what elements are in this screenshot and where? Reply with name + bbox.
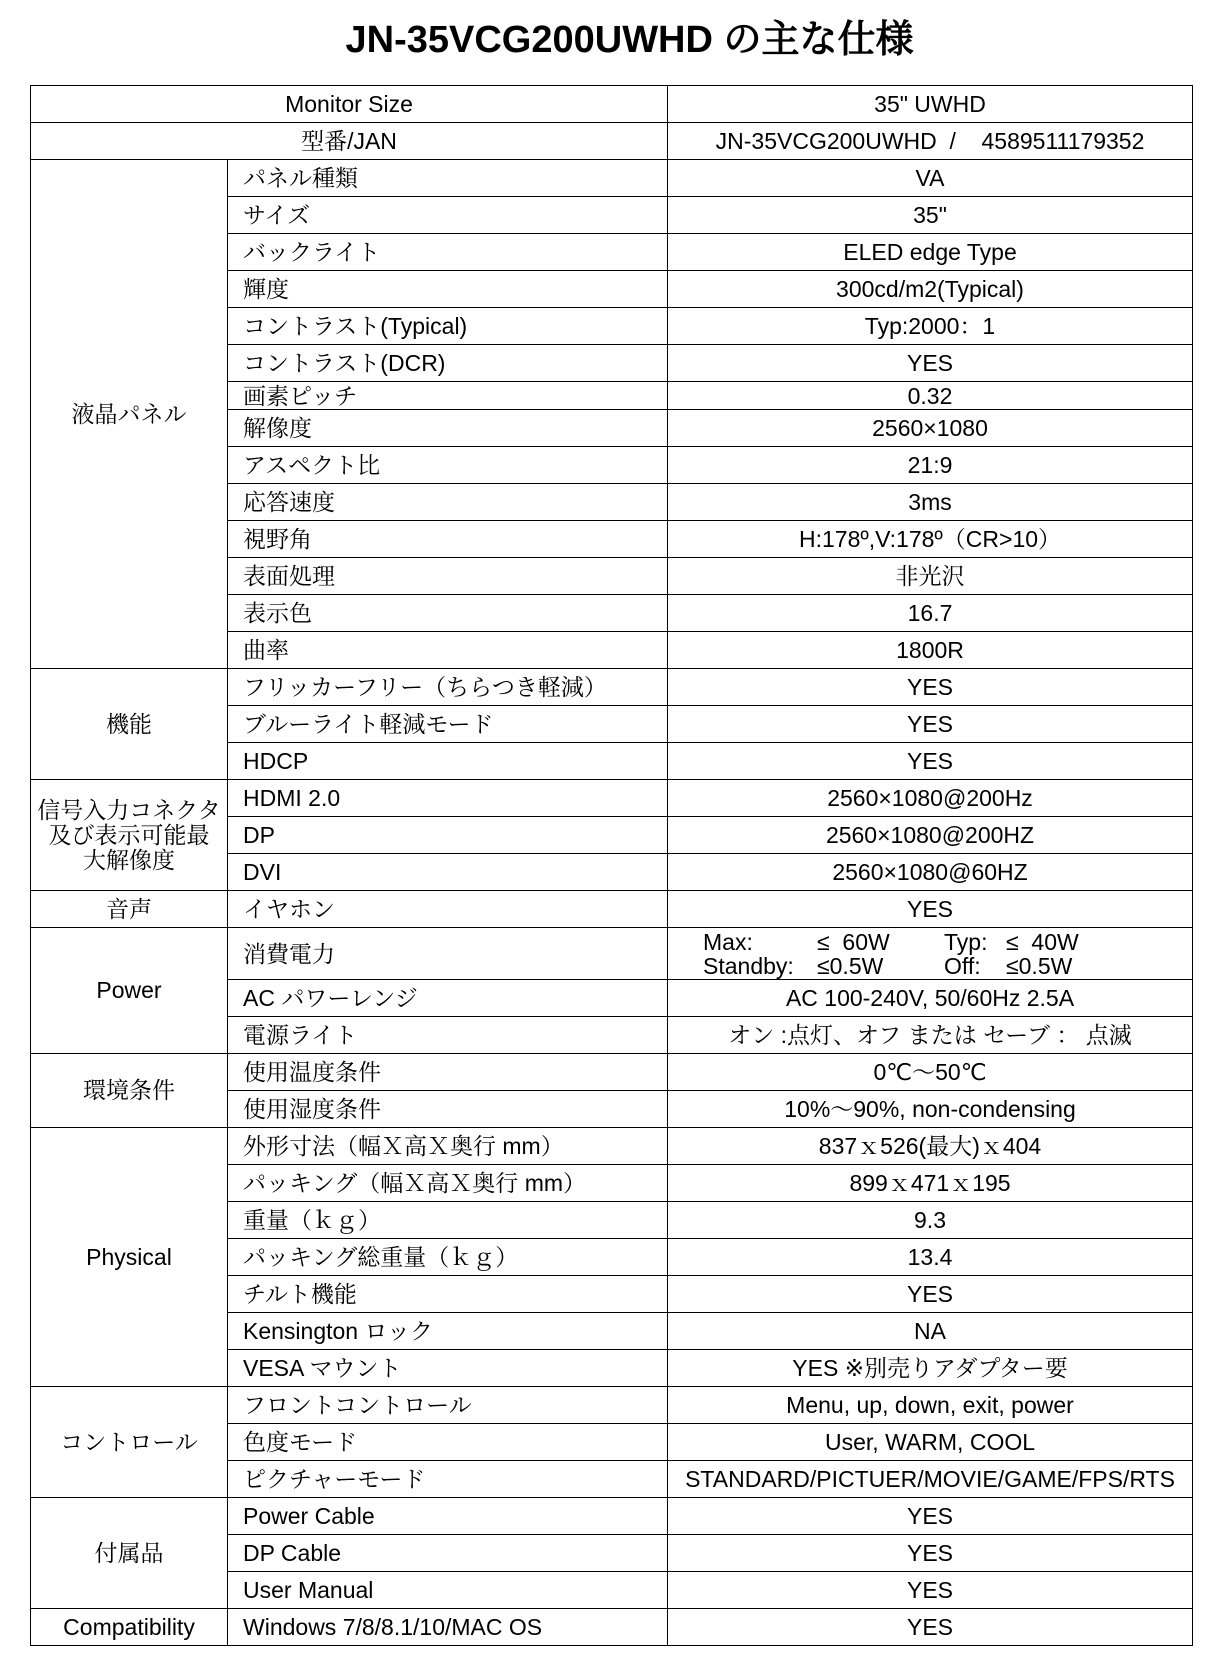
power-off-value: ≤0.5W bbox=[1006, 952, 1073, 979]
group-label-line: 付属品 bbox=[94, 1539, 164, 1566]
hdcp-label: HDCP bbox=[228, 743, 668, 780]
power-typ-label: Typ: bbox=[944, 928, 988, 955]
surface-treatment-label: 表面処理 bbox=[228, 558, 668, 595]
group-label-line: Physical bbox=[86, 1243, 172, 1270]
power-led-label: 電源ライト bbox=[228, 1017, 668, 1054]
response-time-value: 3ms bbox=[668, 484, 1193, 521]
viewing-angle-value: H:178º,V:178º（CR>10） bbox=[668, 521, 1193, 558]
group-label-controls bbox=[31, 1387, 228, 1498]
tilt-value: YES bbox=[668, 1276, 1193, 1313]
packing-dimensions-value: 899ｘ471ｘ195 bbox=[668, 1165, 1193, 1202]
spec-row-operating-temperature bbox=[31, 1054, 1193, 1091]
group-label-line: コントロール bbox=[60, 1428, 198, 1455]
contrast-dcr-label: コントラスト(DCR) bbox=[228, 345, 668, 382]
packing-weight-label: パッキング総重量（ｋｇ） bbox=[228, 1239, 668, 1276]
resolution-value: 2560×1080 bbox=[668, 410, 1193, 447]
operating-humidity-label: 使用湿度条件 bbox=[228, 1091, 668, 1128]
spec-row-hdmi bbox=[31, 780, 1193, 817]
power-max-value: ≤ 60W bbox=[817, 928, 890, 955]
contrast-typical-value: Typ:2000：1 bbox=[668, 308, 1193, 345]
color-mode-value: User, WARM, COOL bbox=[668, 1424, 1193, 1461]
dp-cable-value: YES bbox=[668, 1535, 1193, 1572]
ac-power-range-label: AC パワーレンジ bbox=[228, 980, 668, 1017]
flicker-free-label: フリッカーフリー（ちらつき軽減） bbox=[228, 669, 668, 706]
tilt-label: チルト機能 bbox=[228, 1276, 668, 1313]
displayport-value: 2560×1080@200HZ bbox=[668, 817, 1193, 854]
aspect-ratio-label: アスペクト比 bbox=[228, 447, 668, 484]
operating-humidity-value: 10%～90%, non-condensing bbox=[668, 1091, 1193, 1128]
flicker-free-value: YES bbox=[668, 669, 1193, 706]
panel-type-value: VA bbox=[668, 160, 1193, 197]
power-typ-value: ≤ 40W bbox=[1006, 928, 1079, 955]
power-led-value: オン :点灯、オフ または セーブ ： 点滅 bbox=[668, 1017, 1193, 1054]
user-manual-value: YES bbox=[668, 1572, 1193, 1609]
earphone-value: YES bbox=[668, 891, 1193, 928]
kensington-lock-label: Kensington ロック bbox=[228, 1313, 668, 1350]
front-control-label: フロントコントロール bbox=[228, 1387, 668, 1424]
brightness-label: 輝度 bbox=[228, 271, 668, 308]
spec-row-front-control bbox=[31, 1387, 1193, 1424]
surface-treatment-value: 非光沢 bbox=[668, 558, 1193, 595]
display-colors-label: 表示色 bbox=[228, 595, 668, 632]
resolution-label: 解像度 bbox=[228, 410, 668, 447]
group-label-physical bbox=[31, 1128, 228, 1387]
spec-row-power-consumption bbox=[31, 928, 1193, 980]
spec-row-model-jan bbox=[31, 123, 1193, 160]
spec-row-flicker-free bbox=[31, 669, 1193, 706]
group-label-line: 環境条件 bbox=[83, 1077, 175, 1103]
power-off-label: Off: bbox=[944, 952, 981, 979]
dimensions-label: 外形寸法（幅Ｘ高Ｘ奥行 mm） bbox=[228, 1128, 668, 1165]
monitor-size-label: Monitor Size bbox=[31, 86, 668, 123]
contrast-dcr-value: YES bbox=[668, 345, 1193, 382]
spec-table bbox=[30, 85, 1193, 1646]
power-standby-label: Standby: bbox=[703, 952, 794, 979]
packing-dimensions-label: パッキング（幅Ｘ高Ｘ奥行 mm） bbox=[228, 1165, 668, 1202]
hdmi-label: HDMI 2.0 bbox=[228, 780, 668, 817]
power-cable-value: YES bbox=[668, 1498, 1193, 1535]
brightness-value: 300cd/m2(Typical) bbox=[668, 271, 1193, 308]
aspect-ratio-value: 21:9 bbox=[668, 447, 1193, 484]
pixel-pitch-label: 画素ピッチ bbox=[228, 382, 668, 410]
group-label-power bbox=[31, 928, 228, 1054]
group-label-lcd-panel bbox=[31, 160, 228, 669]
group-label-audio bbox=[31, 891, 228, 928]
group-label-line: 大解像度 bbox=[83, 846, 175, 873]
weight-value: 9.3 bbox=[668, 1202, 1193, 1239]
curvature-value: 1800R bbox=[668, 632, 1193, 669]
operating-temperature-label: 使用温度条件 bbox=[228, 1054, 668, 1091]
group-label-input-connectors bbox=[31, 780, 228, 891]
group-label-environment bbox=[31, 1054, 228, 1128]
os-compatibility-label: Windows 7/8/8.1/10/MAC OS bbox=[228, 1609, 668, 1646]
panel-type-label: パネル種類 bbox=[228, 160, 668, 197]
blue-light-mode-value: YES bbox=[668, 706, 1193, 743]
group-label-line: 機能 bbox=[106, 710, 152, 737]
response-time-label: 応答速度 bbox=[228, 484, 668, 521]
group-label-line: 信号入力コネクタ bbox=[37, 796, 221, 823]
power-consumption-value bbox=[668, 928, 1193, 980]
backlight-value: ELED edge Type bbox=[668, 234, 1193, 271]
group-label-line: 及び表示可能最 bbox=[48, 821, 210, 848]
spec-row-power-cable bbox=[31, 1498, 1193, 1535]
weight-label: 重量（ｋｇ） bbox=[228, 1202, 668, 1239]
operating-temperature-value: 0℃～50℃ bbox=[668, 1054, 1193, 1091]
ac-power-range-value: AC 100-240V, 50/60Hz 2.5A bbox=[668, 980, 1193, 1017]
screen-size-label: サイズ bbox=[228, 197, 668, 234]
user-manual-label: User Manual bbox=[228, 1572, 668, 1609]
vesa-mount-label: VESA マウント bbox=[228, 1350, 668, 1387]
spec-table-body bbox=[31, 86, 1193, 1646]
kensington-lock-value: NA bbox=[668, 1313, 1193, 1350]
vesa-mount-value: YES ※別売りアダプター要 bbox=[668, 1350, 1193, 1387]
picture-mode-value: STANDARD/PICTUER/MOVIE/GAME/FPS/RTS bbox=[668, 1461, 1193, 1498]
power-max-label: Max: bbox=[703, 928, 753, 955]
blue-light-mode-label: ブルーライト軽減モード bbox=[228, 706, 668, 743]
hdmi-value: 2560×1080@200Hz bbox=[668, 780, 1193, 817]
group-label-line: Compatibility bbox=[63, 1613, 195, 1640]
dp-cable-label: DP Cable bbox=[228, 1535, 668, 1572]
group-label-accessories bbox=[31, 1498, 228, 1609]
viewing-angle-label: 視野角 bbox=[228, 521, 668, 558]
dimensions-value: 837ｘ526(最大)ｘ404 bbox=[668, 1128, 1193, 1165]
hdcp-value: YES bbox=[668, 743, 1193, 780]
spec-row-earphone bbox=[31, 891, 1193, 928]
spec-row-dimensions bbox=[31, 1128, 1193, 1165]
model-jan-value: JN-35VCG200UWHD / 4589511179352 bbox=[668, 123, 1193, 160]
screen-size-value: 35" bbox=[668, 197, 1193, 234]
front-control-value: Menu, up, down, exit, power bbox=[668, 1387, 1193, 1424]
model-jan-label: 型番/JAN bbox=[31, 123, 668, 160]
power-consumption-label: 消費電力 bbox=[228, 928, 668, 980]
group-label-line: 音声 bbox=[106, 895, 152, 922]
spec-row-os-compatibility bbox=[31, 1609, 1193, 1646]
backlight-label: バックライト bbox=[228, 234, 668, 271]
contrast-typical-label: コントラスト(Typical) bbox=[228, 308, 668, 345]
display-colors-value: 16.7 bbox=[668, 595, 1193, 632]
dvi-label: DVI bbox=[228, 854, 668, 891]
spec-row-panel-type bbox=[31, 160, 1193, 197]
color-mode-label: 色度モード bbox=[228, 1424, 668, 1461]
packing-weight-value: 13.4 bbox=[668, 1239, 1193, 1276]
picture-mode-label: ピクチャーモード bbox=[228, 1461, 668, 1498]
os-compatibility-value: YES bbox=[668, 1609, 1193, 1646]
power-cable-label: Power Cable bbox=[228, 1498, 668, 1535]
group-label-line: Power bbox=[96, 977, 162, 1003]
earphone-label: イヤホン bbox=[228, 891, 668, 928]
power-consumption-grid bbox=[672, 930, 1188, 978]
spec-row-monitor-size bbox=[31, 86, 1193, 123]
pixel-pitch-value: 0.32 bbox=[668, 382, 1193, 410]
dvi-value: 2560×1080@60HZ bbox=[668, 854, 1193, 891]
curvature-label: 曲率 bbox=[228, 632, 668, 669]
group-label-line: 液晶パネル bbox=[71, 400, 187, 427]
monitor-size-value: 35" UWHD bbox=[668, 86, 1193, 123]
displayport-label: DP bbox=[228, 817, 668, 854]
group-label-features bbox=[31, 669, 228, 780]
group-label-compatibility bbox=[31, 1609, 228, 1646]
page-title: JN-35VCG200UWHD の主な仕様 bbox=[345, 19, 914, 61]
power-standby-value: ≤0.5W bbox=[817, 952, 884, 979]
